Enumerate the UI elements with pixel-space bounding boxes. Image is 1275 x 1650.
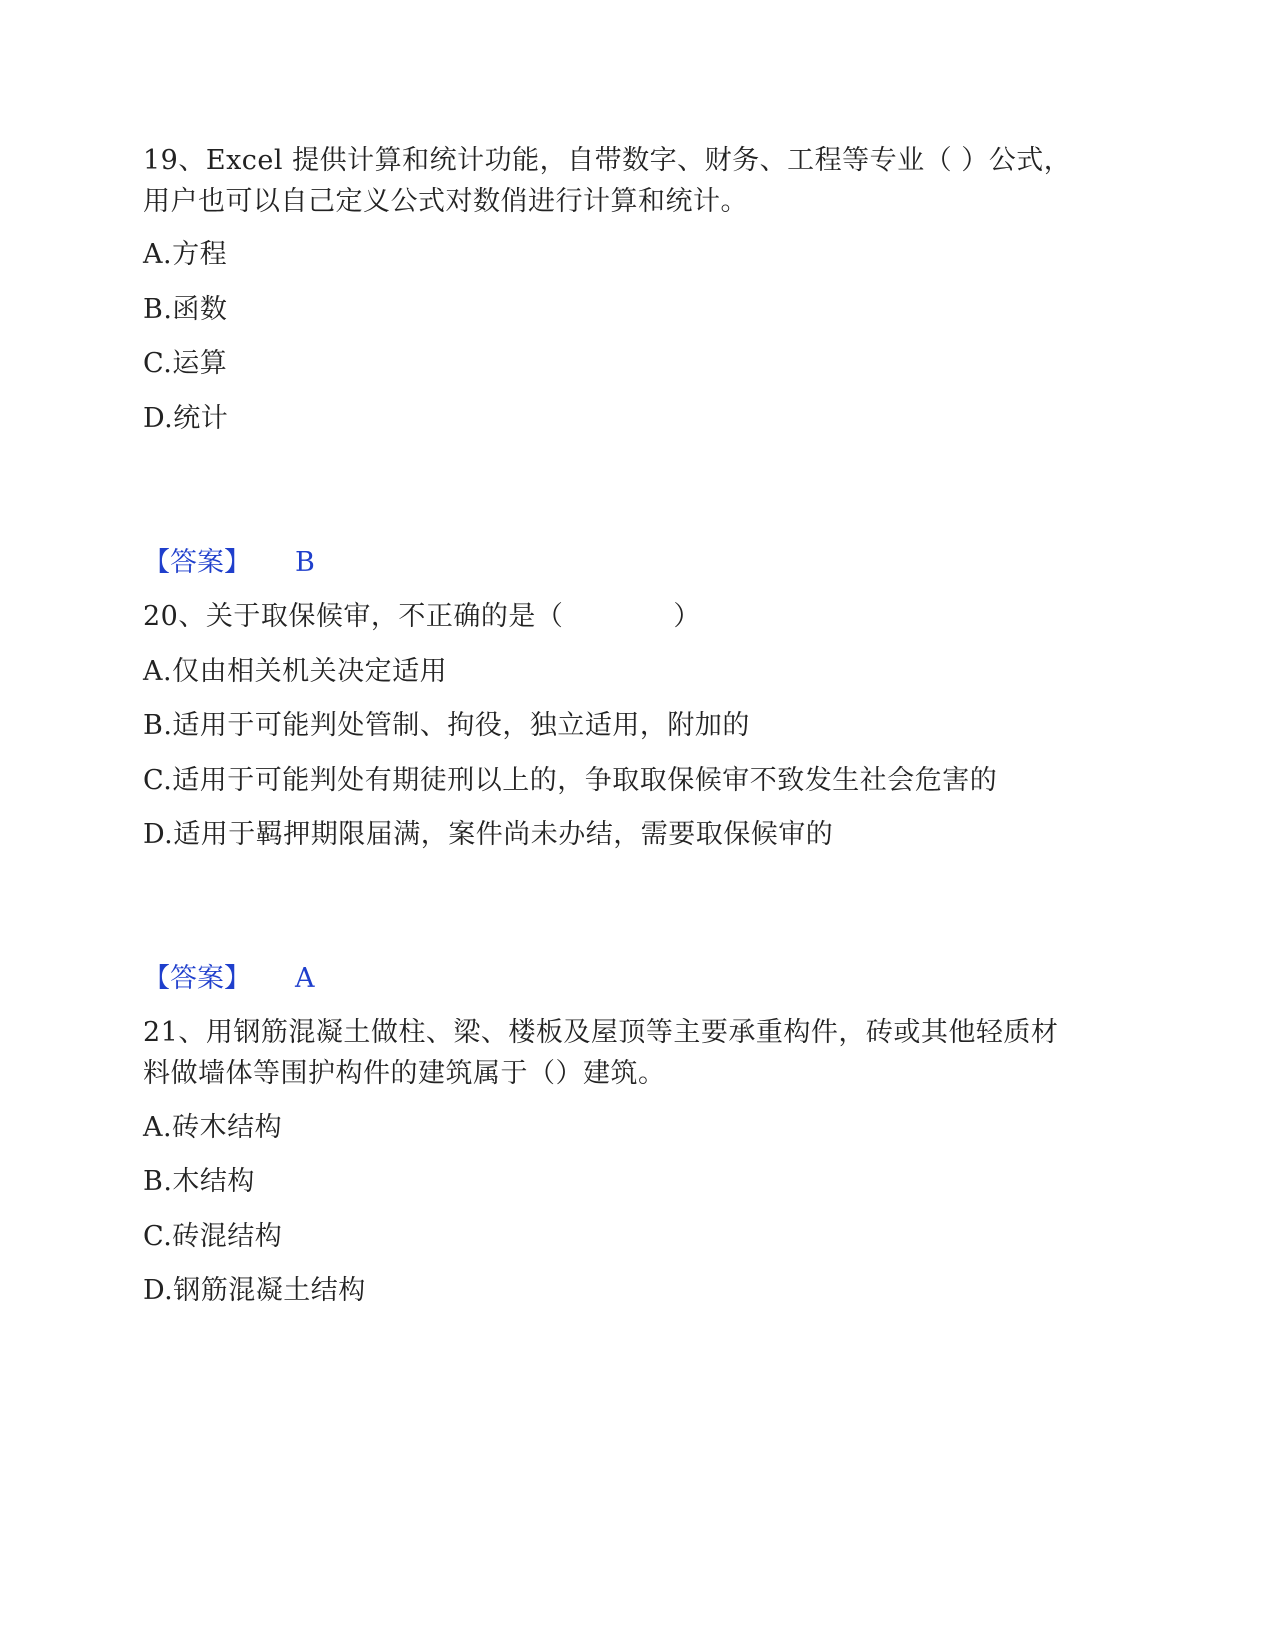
- answer-label: 【答案】: [143, 963, 251, 994]
- question-20-option-d: D.适用于羁押期限届满，案件尚未办结，需要取保候审的: [143, 819, 834, 850]
- question-21-option-b: B.木结构: [143, 1166, 255, 1197]
- question-20-answer: [143, 959, 315, 999]
- question-19-stem-line-1: 19、Excel 提供计算和统计功能，自带数字、财务、工程等专业（ ）公式，: [143, 145, 1072, 176]
- question-19-option-c: C.运算: [143, 348, 228, 379]
- question-20-option-c: C.适用于可能判处有期徒刑以上的，争取取保候审不致发生社会危害的: [143, 765, 998, 796]
- question-19-option-b: B.函数: [143, 294, 228, 325]
- question-19-option-d: D.统计: [143, 403, 229, 434]
- question-21-option-c: C.砖混结构: [143, 1221, 283, 1252]
- answer-label: 【答案】: [143, 547, 251, 578]
- question-21-option-d: D.钢筋混凝土结构: [143, 1275, 366, 1306]
- question-21-option-a: A.砖木结构: [143, 1112, 283, 1143]
- question-20-option-a: A.仅由相关机关决定适用: [143, 656, 448, 687]
- question-19-option-a: A.方程: [143, 239, 228, 270]
- answer-value: B: [295, 547, 315, 578]
- question-21-stem-line-1: 21、用钢筋混凝土做柱、梁、楼板及屋顶等主要承重构件，砖或其他轻质材: [143, 1017, 1059, 1048]
- question-20-stem-line-1: 20、关于取保候审，不正确的是（ ）: [143, 601, 701, 632]
- question-21-stem-line-2: 料做墙体等围护构件的建筑属于（）建筑。: [143, 1058, 666, 1089]
- question-20-option-b: B.适用于可能判处管制、拘役，独立适用，附加的: [143, 710, 750, 741]
- question-19-stem-line-2: 用户也可以自己定义公式对数俏进行计算和统计。: [143, 186, 748, 217]
- answer-value: A: [295, 963, 315, 994]
- question-19-answer: [143, 543, 315, 583]
